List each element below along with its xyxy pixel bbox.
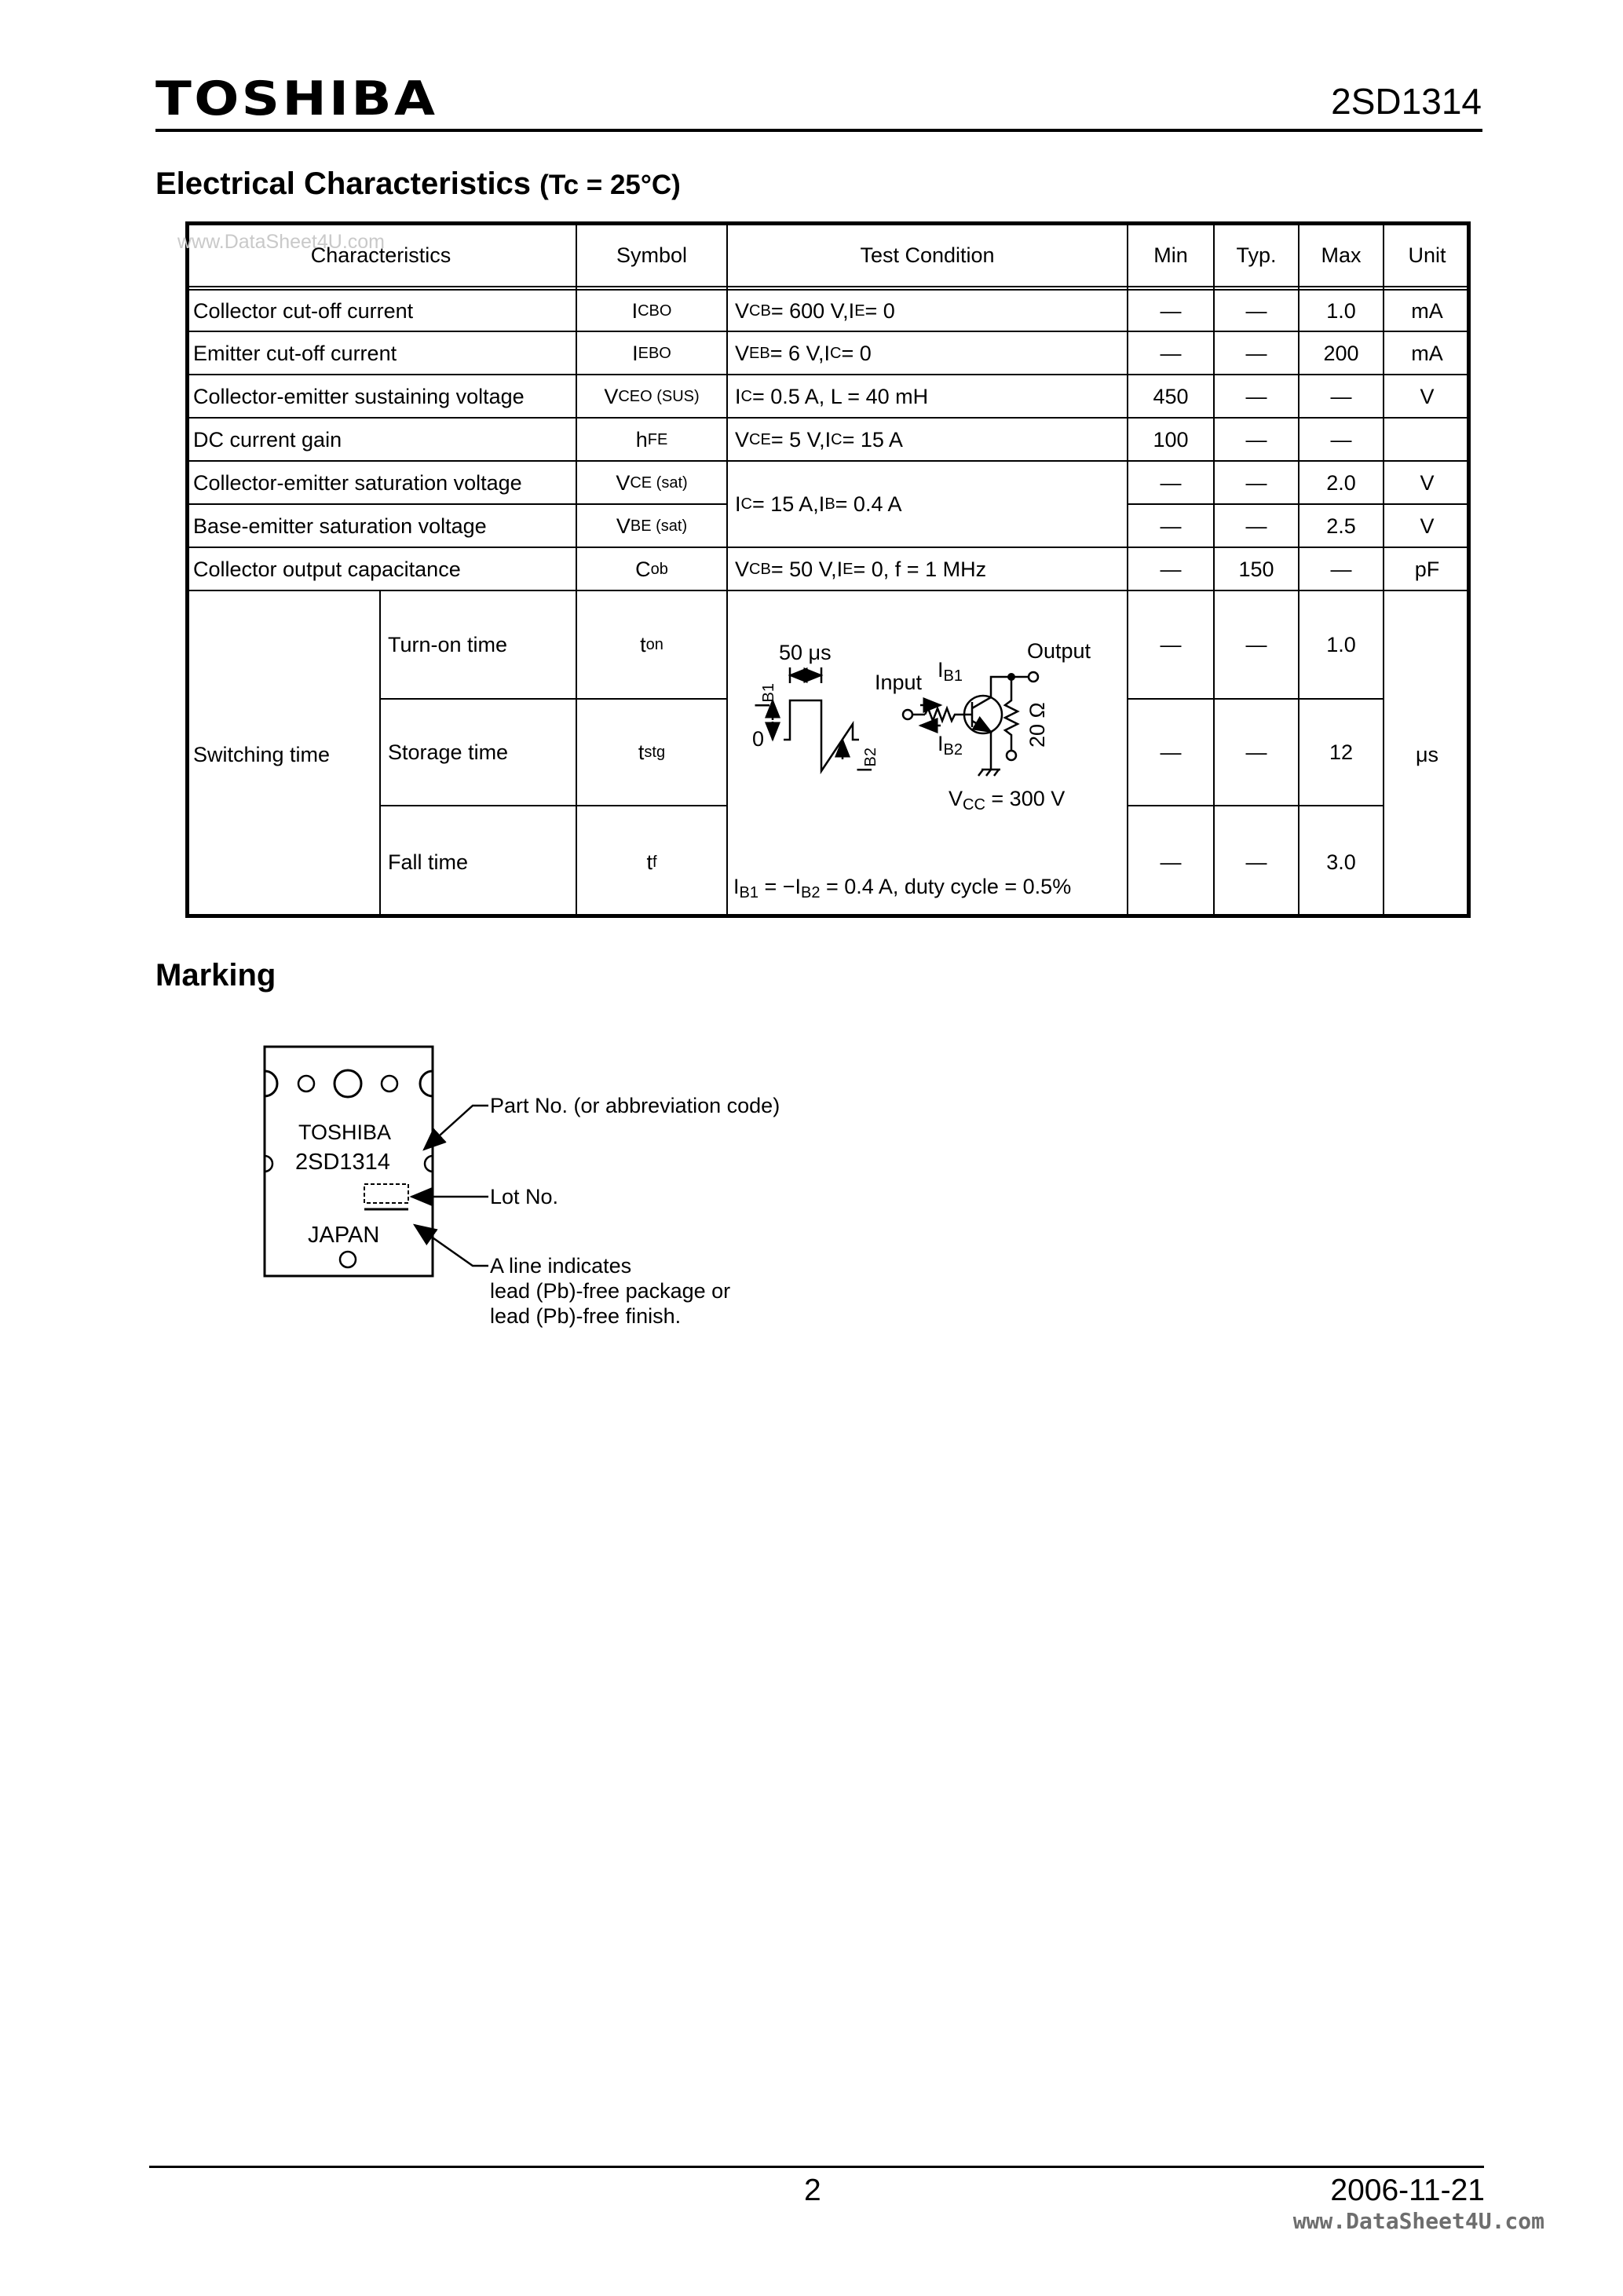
vcc-label-part: V [949,787,963,810]
ib1-amplitude-label-sub: B1 [760,683,777,703]
switching-item-symbol: t on [640,633,663,656]
row-unit: V [1420,470,1435,495]
emitter-lead [972,721,991,732]
header-characteristics: Characteristics [310,243,451,267]
base-resistor [925,708,963,721]
package-hole-left [298,1076,314,1091]
package-part-text: 2SD1314 [295,1150,390,1175]
pb-line-leader [415,1225,488,1266]
symbol-main: V [616,514,631,538]
ib2-label [938,732,963,759]
row-typ: — [1245,514,1267,538]
condition-var: I [848,299,855,323]
row-test-condition: V CE = 5 V, I C = 15 A [735,427,903,452]
condition-var: V [735,341,750,365]
row-unit [1384,418,1471,461]
page-number: 2 [804,2174,821,2207]
output-node [1007,673,1015,681]
switching-item-typ: — [1245,850,1267,874]
collector-lead [972,697,991,708]
row-test-condition: I C = 0.5 A, L = 40 mH [735,384,929,408]
input-terminal [903,710,912,719]
switching-footnote [733,875,1072,901]
symbol-main: I [632,341,638,365]
callout-pb-line-1: A line indicates [490,1254,632,1278]
row-test-condition: V CB = 600 V, I E = 0 [735,299,895,323]
row-name: Emitter cut-off current [193,341,397,365]
row-max: — [1330,427,1352,452]
row-max: 2.0 [1326,470,1356,495]
row-max: 2.5 [1326,514,1356,538]
switching-item-max: 12 [1329,740,1354,764]
switching-item-typ: — [1245,633,1267,656]
watermark-bottom: www.DataSheet4U.com [1292,2208,1544,2234]
row-name: Collector output capacitance [193,557,461,581]
ib2-amplitude-label [853,748,879,773]
row-name: Base-emitter saturation voltage [193,514,487,538]
row-symbol: V BE (sat) [616,514,688,538]
load-resistor-label-part: 20 Ω [1025,702,1049,748]
row-name: DC current gain [193,427,342,452]
package-brand-text: TOSHIBA [298,1121,392,1144]
row-name: Collector-emitter saturation voltage [193,470,522,495]
vcc-label-sub: CC [963,796,985,813]
callout-pb-line-2: lead (Pb)-free package or [490,1279,731,1303]
header-unit: Unit [1408,243,1446,267]
row-name: Collector cut-off current [193,299,414,323]
condition-var: I [735,492,741,516]
row-typ: — [1245,384,1267,408]
switching-group-label: Switching time [193,742,331,766]
row-min: — [1160,470,1182,495]
input-label [875,671,922,694]
condition-text: = 50 V, [770,557,837,581]
package-notch-left-top [265,1071,277,1096]
ib1-label-sub: B1 [943,667,963,685]
symbol-main: V [604,384,619,408]
callout-pb-line-3: lead (Pb)-free finish. [490,1304,682,1328]
table-rule [185,286,1471,287]
switching-item-typ: — [1245,740,1267,764]
footnote-var: I [795,875,802,898]
symbol-main: C [635,557,651,581]
row-min: — [1160,299,1182,323]
section-title-text: Electrical Characteristics [155,166,532,201]
row-min: 100 [1153,427,1189,452]
condition-text: = 0 [841,341,872,365]
switching-item-max: 3.0 [1326,850,1356,874]
pulse-width-label-part: 50 μs [779,641,832,664]
output-label-part: Output [1027,639,1091,663]
condition-var: I [735,384,741,408]
condition-text: = 15 A [842,427,903,452]
package-hole-center [334,1070,361,1097]
condition-text: = 5 V, [770,427,825,452]
watermark-top: www.DataSheet4U.com [177,231,386,253]
row-max: 200 [1323,341,1359,365]
ib2-amplitude-label-sub: B2 [862,748,879,767]
ib1-amplitude-label-part: I [751,702,774,708]
footnote-text: = 0.4 A, duty cycle = 0.5% [820,875,1072,898]
symbol-main: V [616,470,631,495]
symbol-main: t [640,633,646,656]
condition-var: I [836,557,843,581]
symbol-main: I [631,299,638,323]
saturation-test-condition: I C = 15 A, I B = 0.4 A [735,492,902,516]
row-min: — [1160,557,1182,581]
symbol-main: h [635,427,648,452]
document-date: 2006-11-21 [1330,2174,1485,2207]
row-symbol: I EBO [632,341,671,365]
switching-item-min: — [1160,850,1182,874]
ib2-amplitude-label-part: I [853,766,876,773]
ground-hatch-1 [978,770,983,776]
footnote-subscript: B2 [801,884,821,901]
switching-item-min: — [1160,633,1182,656]
row-symbol: V CEO (SUS) [604,384,700,408]
vcc-terminal [1007,751,1016,760]
row-min: — [1160,341,1182,365]
condition-var: I [824,427,832,452]
symbol-main: t [646,850,652,874]
vcc-label [949,787,1066,813]
condition-var: V [735,299,750,323]
condition-text: = 0.5 A, L = 40 mH [751,384,929,408]
ib1-label [938,658,963,685]
ib1-label-part: I [938,658,944,682]
output-terminal [1029,672,1038,682]
footnote-text: = − [758,875,795,898]
symbol-main: t [638,740,645,764]
marking-leader-lines [393,1084,503,1272]
condition-text: = 600 V, [770,299,849,323]
row-max: — [1330,557,1352,581]
row-unit: V [1420,384,1435,408]
switching-item-symbol: t f [646,850,657,874]
condition-var: I [824,341,831,365]
row-typ: — [1245,470,1267,495]
switching-item-max: 1.0 [1326,633,1356,656]
row-name: Collector-emitter sustaining voltage [193,384,525,408]
switching-item-name: Turn-on time [388,633,508,656]
section-condition: (Tc = 25°C) [539,170,681,200]
header-max: Max [1321,243,1362,267]
footnote-var: I [733,875,740,898]
pulse-width-label [779,641,832,664]
row-unit: mA [1411,341,1443,365]
footer-divider [149,2166,1484,2168]
section-title-electrical [155,168,681,199]
row-max: 1.0 [1326,299,1356,323]
footnote-subscript: B1 [739,884,758,901]
row-symbol: h FE [635,427,668,452]
row-symbol: I CBO [631,299,672,323]
condition-text: = 6 V, [769,341,824,365]
switching-item-symbol: t stg [638,740,666,764]
ib2-label-sub: B2 [943,741,963,759]
switching-item-name: Storage time [388,740,509,764]
row-min: — [1160,514,1182,538]
condition-var: V [735,427,750,452]
row-typ: — [1245,299,1267,323]
row-symbol: C ob [635,557,668,581]
package-hole-bottom [340,1252,356,1267]
vcc-label-part: = 300 V [985,787,1066,810]
row-unit: mA [1411,299,1443,323]
condition-text: = 0, f = 1 MHz [853,557,987,581]
part-number: 2SD1314 [1331,81,1482,122]
switching-item-name: Fall time [388,850,469,874]
switching-item-min: — [1160,740,1182,764]
input-label-part: Input [875,671,923,694]
row-test-condition: V CB = 50 V, I E = 0, f = 1 MHz [735,557,987,581]
header-test-condition: Test Condition [860,243,995,267]
toshiba-logo: TOSHIBA [155,71,438,126]
header-typ: Typ. [1236,243,1277,267]
row-typ: — [1245,427,1267,452]
switching-unit: μs [1415,742,1439,766]
callout-lot-no: Lot No. [490,1185,559,1208]
zero-level-label-part: 0 [752,727,765,751]
condition-text: = 15 A, [751,492,819,516]
output-label [1027,639,1091,663]
condition-text: = 0.4 A [835,492,902,516]
input-pulse-waveform [784,700,859,771]
package-origin-text: JAPAN [308,1223,380,1248]
header-min: Min [1153,243,1188,267]
load-resistor-label [1025,702,1049,748]
row-max: — [1330,384,1352,408]
condition-text: = 0 [865,299,895,323]
row-typ: — [1245,341,1267,365]
ib2-label-part: I [938,732,944,755]
row-unit: pF [1414,557,1440,581]
condition-var: I [818,492,825,516]
row-symbol: V CE (sat) [616,470,688,495]
part-no-leader [424,1106,488,1150]
header-symbol: Symbol [616,243,688,267]
condition-var: V [735,557,750,581]
zero-level-label [752,727,764,751]
row-test-condition: V EB = 6 V, I C = 0 [735,341,872,365]
section-title-marking: Marking [155,958,276,993]
row-typ: 150 [1238,557,1274,581]
header-divider [155,129,1482,132]
row-min: 450 [1153,384,1189,408]
electrical-characteristics-table [185,221,1471,918]
load-resistor [1005,677,1018,751]
callout-part-no: Part No. (or abbreviation code) [490,1094,780,1117]
row-unit: V [1420,514,1435,538]
ib1-amplitude-label [751,683,777,708]
